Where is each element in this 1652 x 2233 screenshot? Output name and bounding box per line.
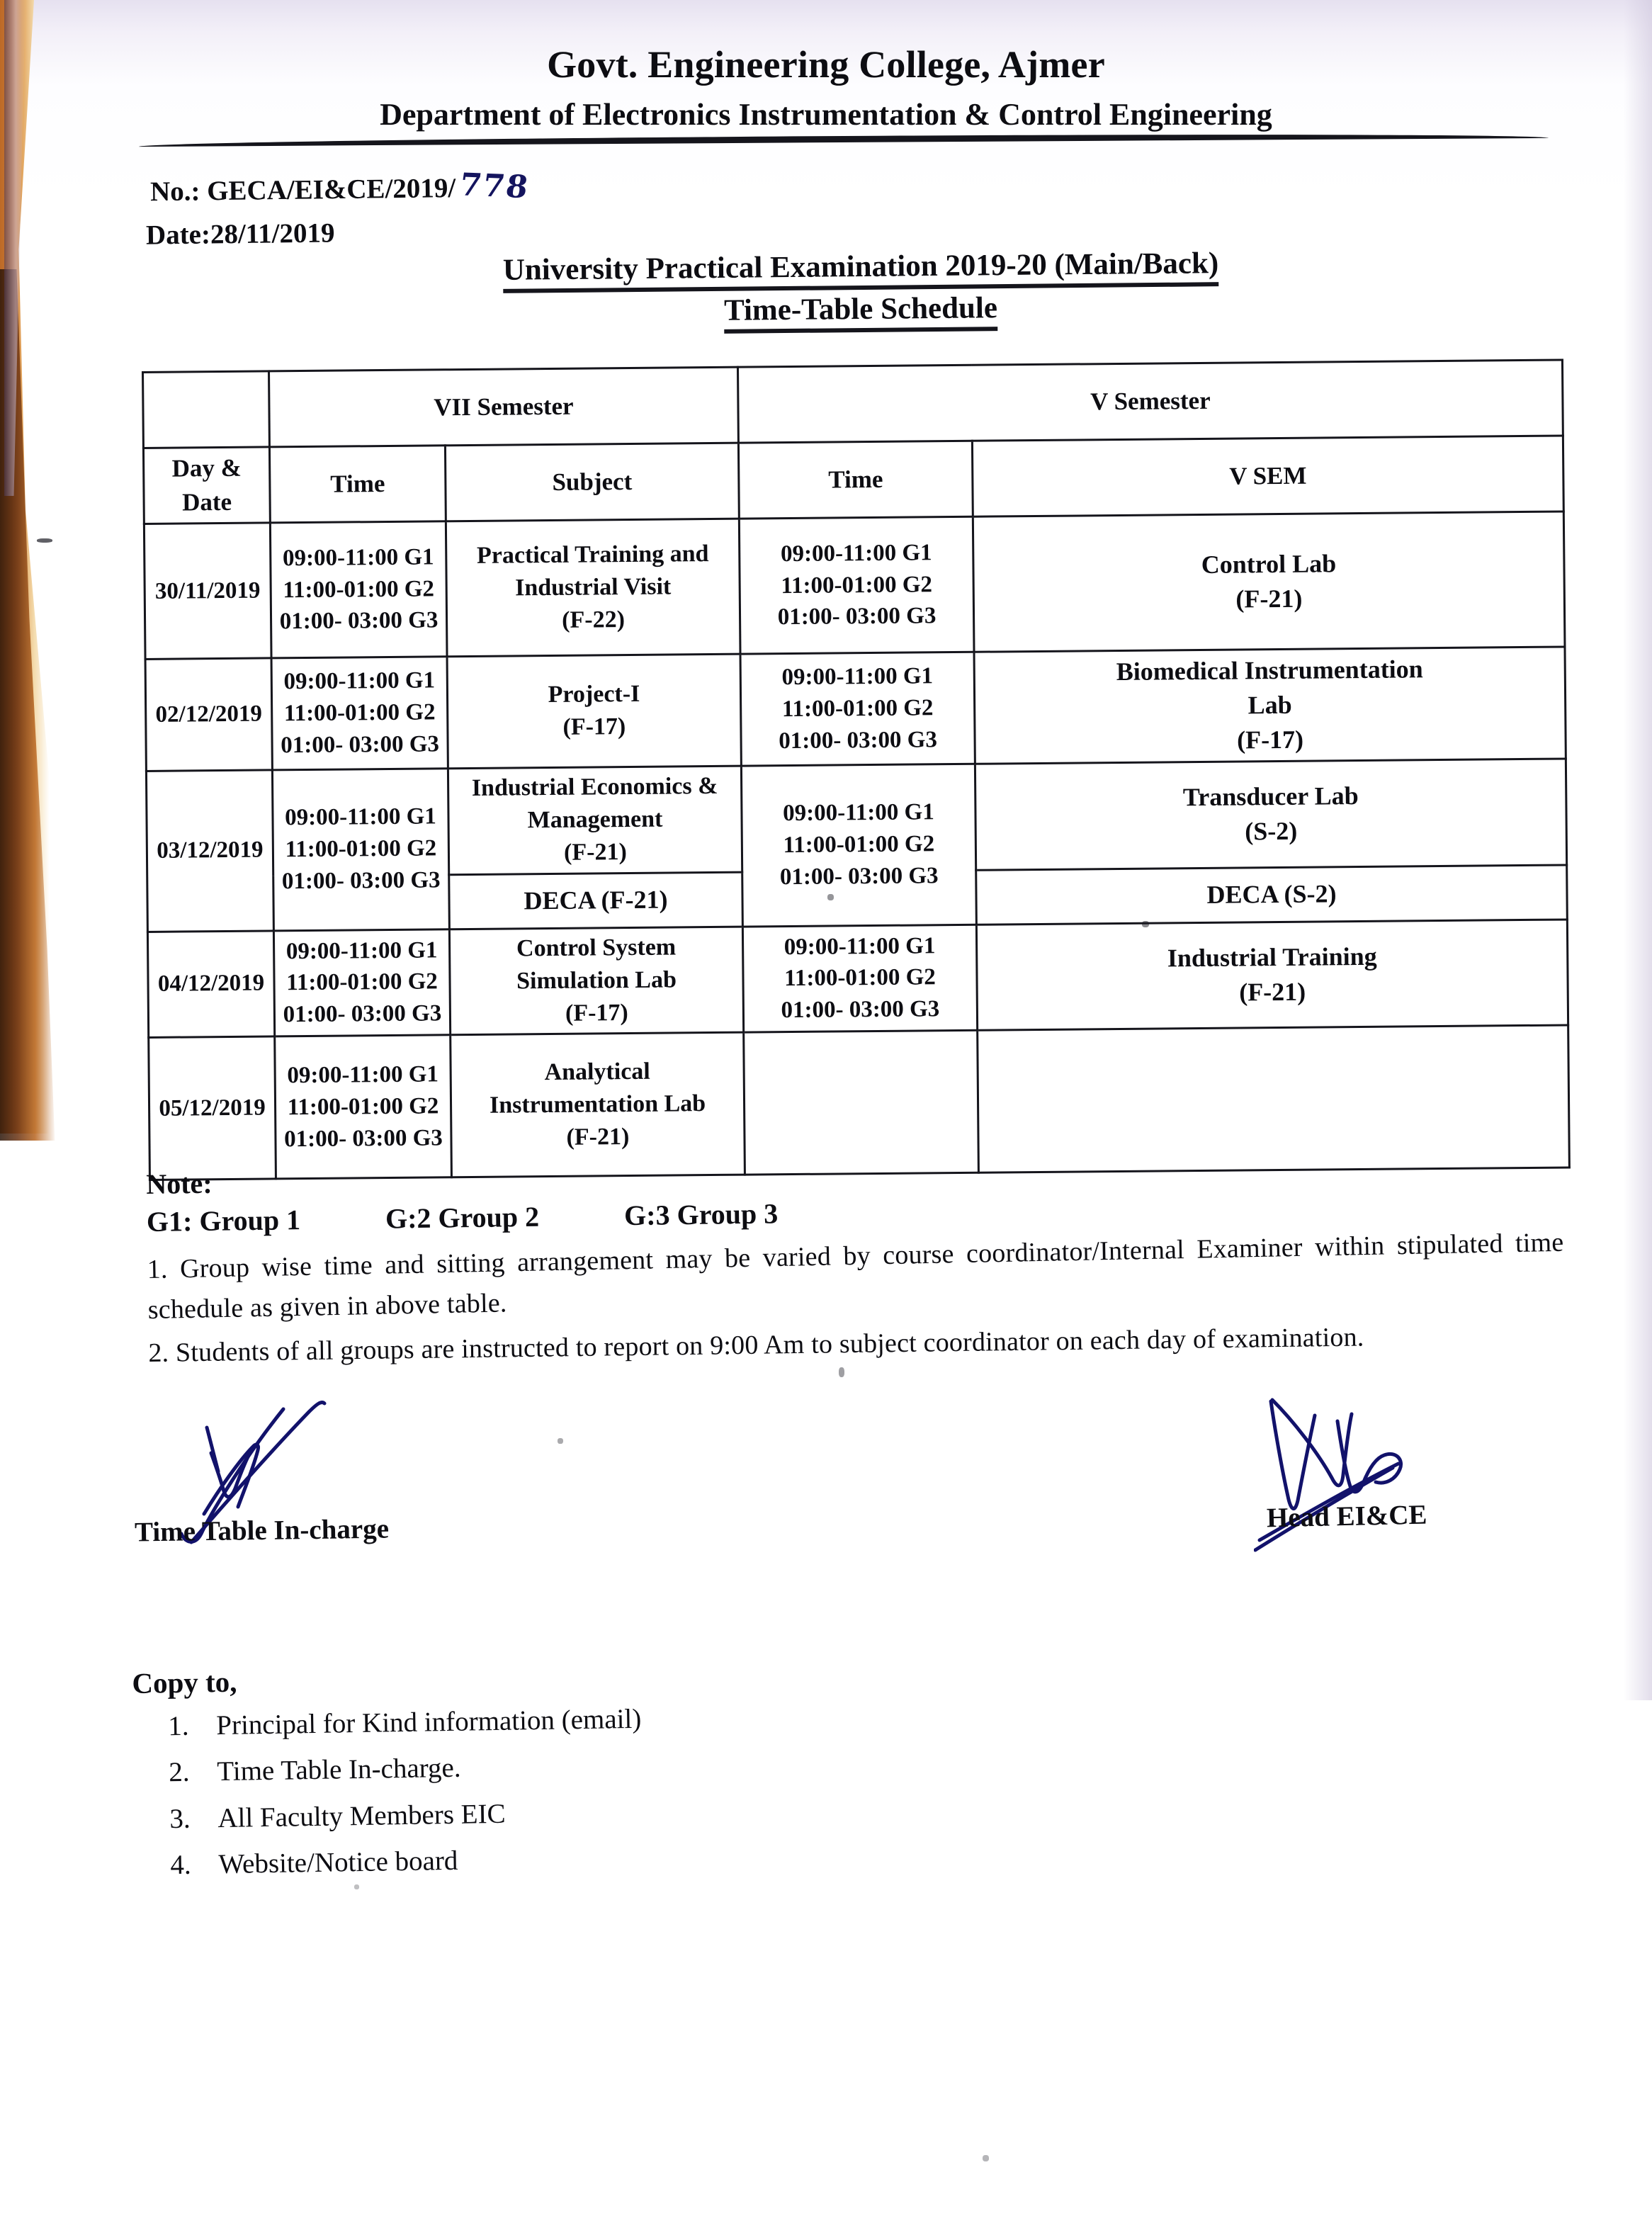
- copy-to-item: [169, 1787, 985, 1838]
- header-subject: Subject: [445, 443, 739, 521]
- cell-line: Analytical: [544, 1058, 650, 1085]
- cell-line: Project-I: [548, 681, 640, 708]
- cell-line: 01:00- 03:00 G3: [283, 1125, 443, 1152]
- notes-section: [146, 1149, 1566, 1374]
- timetable-row: [145, 647, 1566, 771]
- header-v-semester: V Semester: [737, 360, 1563, 443]
- copy-to-item: [168, 1694, 983, 1746]
- timetable-row: [144, 511, 1565, 659]
- cell-line: Simulation Lab: [516, 966, 677, 995]
- cell-line: Transducer Lab: [1182, 781, 1359, 812]
- letterhead: [0, 43, 1652, 132]
- timetable-body: [143, 360, 1570, 1180]
- cell-line: Industrial Training: [1167, 942, 1377, 973]
- cell-line: (S-2): [1245, 816, 1298, 846]
- cell-line: 11:00-01:00 G2: [283, 699, 436, 727]
- cell-line: Management: [527, 805, 663, 834]
- cell-line: 01:00- 03:00 G3: [777, 603, 937, 631]
- cell-date: 30/11/2019: [144, 523, 271, 660]
- cell-time-vii: [270, 521, 447, 658]
- cell-line: 01:00- 03:00 G3: [779, 727, 938, 754]
- group-legend-g1: G1: Group 1: [146, 1204, 301, 1238]
- cell-line: 11:00-01:00 G2: [783, 831, 935, 859]
- timetable-container: [142, 359, 1568, 1182]
- copy-to-item-number: 1.: [167, 1710, 189, 1742]
- cell-line: 09:00-11:00 G1: [783, 799, 934, 827]
- copy-to-section: [132, 1653, 985, 1885]
- cell-line: 09:00-11:00 G1: [781, 663, 934, 691]
- header-time-vii: Time: [269, 446, 446, 523]
- header-time-v: Time: [738, 441, 973, 519]
- cell-line: Control Lab: [1201, 549, 1337, 580]
- cell-line: (F-21): [1239, 977, 1306, 1007]
- signature-label-head-eice: Head EI&CE: [1266, 1499, 1427, 1534]
- timetable-header-row-columns: [143, 436, 1563, 524]
- department-name: Department of Electronics Instrumentation & Control Engineering: [380, 97, 1272, 132]
- cell-line: (F-21): [563, 839, 627, 866]
- cell-line: 11:00-01:00 G2: [287, 1093, 439, 1121]
- scan-speck: [839, 1367, 844, 1377]
- cell-time-vii: [272, 769, 449, 931]
- cell-v-sem-extra: DECA (S-2): [976, 865, 1568, 925]
- cell-subject: [451, 1032, 745, 1177]
- cell-line: 09:00-11:00 G1: [780, 539, 932, 567]
- cell-subject: [447, 654, 741, 768]
- cell-date: 02/12/2019: [145, 658, 272, 771]
- cell-subject-extra: DECA (F-21): [449, 872, 743, 929]
- cell-line: Industrial Visit: [514, 573, 672, 601]
- cell-line: Instrumentation Lab: [489, 1090, 706, 1119]
- copy-to-item-number: 4.: [170, 1849, 192, 1881]
- cell-line: (F-17): [562, 713, 626, 741]
- reference-number-label: No.: GECA/EI&CE/2019/: [149, 173, 456, 208]
- notes-label: Note:: [146, 1167, 213, 1200]
- cell-line: (F-21): [566, 1124, 630, 1151]
- cell-date: 04/12/2019: [147, 930, 274, 1037]
- cell-line: (F-17): [1236, 725, 1304, 754]
- signature-label-time-table-incharge: Time Table In-charge: [134, 1513, 390, 1548]
- cell-date: 03/12/2019: [146, 770, 273, 932]
- cell-time-v: [742, 925, 977, 1033]
- cell-subject: [446, 519, 740, 657]
- group-legend-g3: G:3 Group 3: [623, 1197, 779, 1232]
- cell-line: Industrial Economics &: [471, 772, 718, 801]
- cell-line: (F-21): [1235, 584, 1303, 614]
- corner-cell: [143, 371, 270, 448]
- copy-to-item: [169, 1741, 984, 1792]
- copy-to-item-number: 3.: [169, 1803, 191, 1834]
- cell-line: Control System: [516, 934, 677, 961]
- cell-line: 11:00-01:00 G2: [781, 695, 934, 723]
- group-legend-g2: G:2 Group 2: [385, 1200, 540, 1235]
- header-v-sem: V SEM: [972, 436, 1563, 516]
- cell-v-sem: [973, 511, 1565, 652]
- cell-line: 01:00- 03:00 G3: [779, 863, 939, 891]
- cell-line: 01:00- 03:00 G3: [279, 607, 439, 635]
- copy-to-item-text: Time Table In-charge.: [217, 1753, 461, 1787]
- cell-line: Biomedical Instrumentation: [1116, 655, 1423, 686]
- timetable-row: [146, 759, 1566, 877]
- cell-line: 01:00- 03:00 G3: [781, 996, 940, 1024]
- cell-line: 09:00-11:00 G1: [783, 932, 936, 960]
- scan-speck: [983, 2155, 989, 2161]
- cell-line: 11:00-01:00 G2: [285, 835, 437, 863]
- scan-edge-artifact-right: [1624, 0, 1652, 1700]
- cell-date: 05/12/2019: [149, 1036, 276, 1180]
- cell-line: 01:00- 03:00 G3: [281, 867, 441, 895]
- note-item-2: 2. Students of all groups are instructed to report on 9:00 Am to subject coordinator on each day of examination.: [148, 1322, 1364, 1368]
- copy-to-label: Copy to,: [132, 1665, 237, 1700]
- header-day-date-line2: Date: [181, 487, 232, 516]
- cell-line: 01:00- 03:00 G3: [281, 731, 440, 759]
- scan-speck: [37, 538, 52, 543]
- note-item-1: 1. Group wise time and sitting arrangement may be varied by course coordinator/Internal Examiner within stipulated time schedule as given in above table.: [147, 1227, 1564, 1325]
- document-date: Date:28/11/2019: [145, 217, 335, 251]
- cell-line: 09:00-11:00 G1: [283, 667, 436, 695]
- cell-line: (F-17): [565, 1000, 628, 1027]
- cell-line: 01:00- 03:00 G3: [283, 1000, 442, 1028]
- cell-time-v: [741, 764, 976, 927]
- copy-to-item-text: Principal for Kind information (email): [215, 1703, 642, 1741]
- header-day-date: [143, 447, 270, 524]
- cell-line: 09:00-11:00 G1: [285, 937, 438, 964]
- exam-timetable: [142, 358, 1571, 1181]
- cell-subject: [449, 927, 743, 1035]
- exam-title-text: University Practical Examination 2019-20 (Main/Back): [503, 247, 1219, 293]
- header-day-date-line1: Day &: [171, 454, 242, 483]
- cell-line: 11:00-01:00 G2: [286, 968, 438, 996]
- cell-line: Practical Training and: [476, 540, 709, 569]
- timetable-header-row-semesters: [143, 360, 1563, 448]
- reference-number: [150, 168, 530, 209]
- cell-v-sem: [975, 759, 1566, 870]
- cell-line: Lab: [1248, 690, 1292, 720]
- cell-line: 11:00-01:00 G2: [784, 964, 936, 992]
- cell-subject: [448, 766, 742, 874]
- cell-line: 11:00-01:00 G2: [283, 575, 435, 603]
- cell-time-v: [744, 1031, 979, 1175]
- copy-to-item-number: 2.: [169, 1757, 190, 1788]
- cell-time-vii: [271, 657, 448, 770]
- cell-time-v: [739, 516, 974, 654]
- college-name: Govt. Engineering College, Ajmer: [546, 43, 1106, 86]
- cell-time-v: [740, 652, 975, 766]
- cell-line: 11:00-01:00 G2: [781, 571, 933, 599]
- cell-line: 09:00-11:00 G1: [285, 803, 436, 831]
- scan-speck: [354, 1884, 359, 1889]
- cell-line: 09:00-11:00 G1: [282, 544, 434, 571]
- cell-time-vii: [275, 1035, 452, 1179]
- copy-to-item-text: All Faculty Members EIC: [217, 1798, 506, 1833]
- cell-line: 09:00-11:00 G1: [287, 1061, 439, 1089]
- cell-line: (F-22): [562, 606, 626, 633]
- cell-v-sem: [976, 920, 1568, 1031]
- scan-speck: [558, 1438, 563, 1444]
- cell-v-sem: [974, 647, 1566, 764]
- copy-to-list: [132, 1694, 985, 1885]
- cell-time-vii: [273, 929, 450, 1036]
- copy-to-item-text: Website/Notice board: [218, 1845, 458, 1880]
- reference-number-handwritten: 778: [457, 166, 532, 206]
- timetable-row: [147, 920, 1568, 1038]
- schedule-title-text: Time-Table Schedule: [724, 291, 997, 334]
- header-vii-semester: VII Semester: [269, 367, 739, 447]
